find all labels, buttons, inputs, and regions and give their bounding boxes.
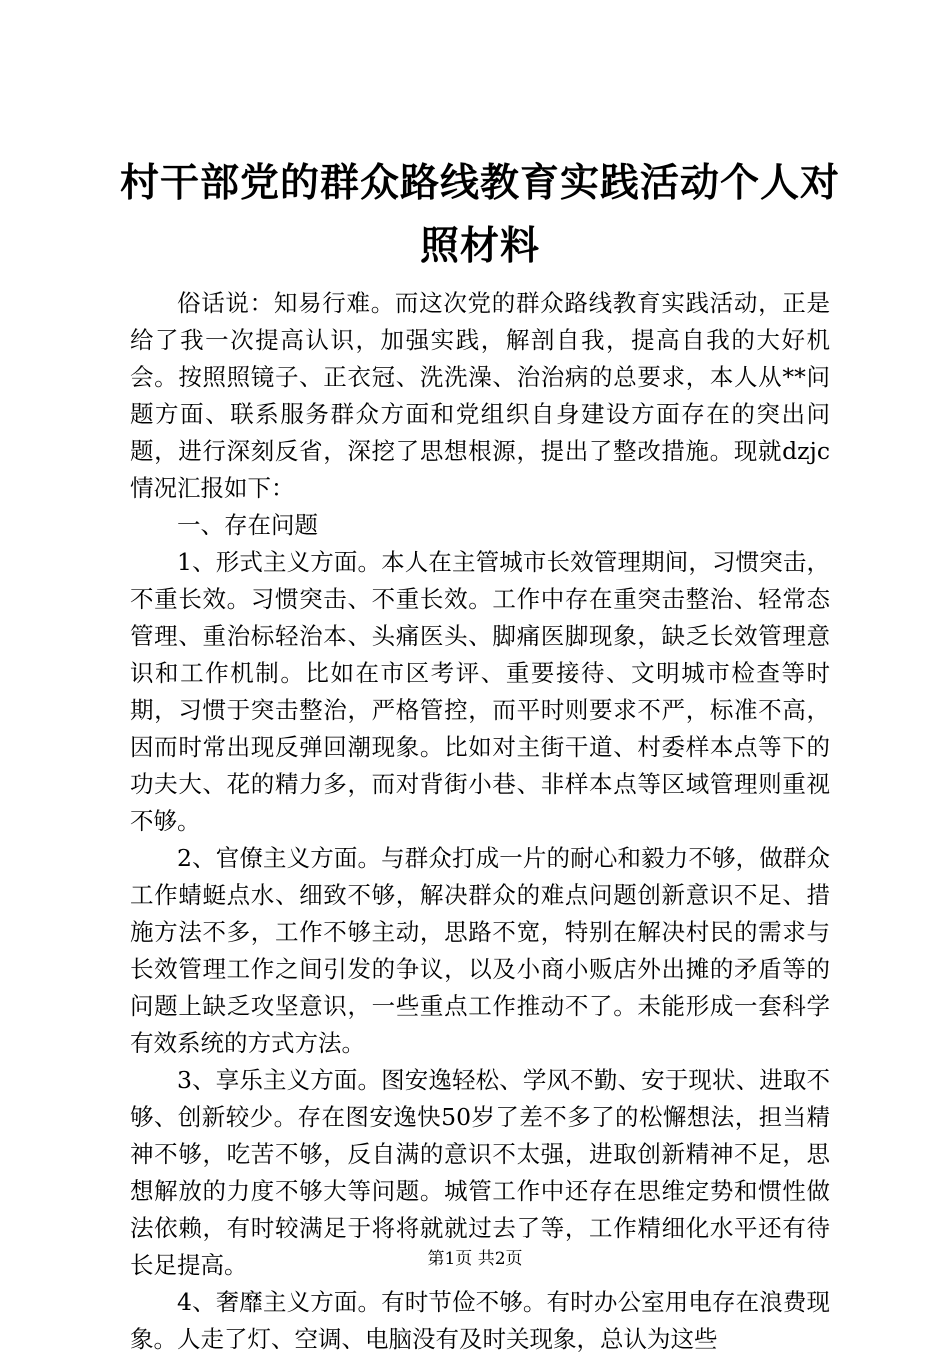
paragraph-formalism: 1、形式主义方面。本人在主管城市长效管理期间，习惯突击，不重长效。习惯突击、不重长效。工作中存在重突击整治、轻常态管理、重治标轻治本、头痛医头、脚痛医脚现象，缺乏长效管理意识和工作机制。比如在市区考评、重要接待、文明城市检查等时期，习惯于突击整治，严格管控，而平时则要求不严，标准不高，因而时常出现反弹回潮现象。比如对主街干道、村委样本点等下的功夫大、花的精力多，而对背街小巷、非样本点等区域管理则重视不够。 [130, 548, 830, 835]
page-footer: 第1页 共2页 [427, 1249, 523, 1269]
paragraph-intro: 俗话说：知易行难。而这次党的群众路线教育实践活动，正是给了我一次提高认识，加强实践，解剖自我，提高自我的大好机会。按照照镜子、正衣冠、洗洗澡、治治病的总要求，本人从**问题方面、联系服务群众方面和党组织自身建设方面存在的突出问题，进行深刻反省，深挖了思想根源，提出了整改措施。现就dzjc情况汇报如下： [130, 289, 830, 502]
document-body [130, 285, 830, 1358]
section-heading: 一、存在问题 [177, 511, 318, 539]
paragraph-bureaucracy: 2、官僚主义方面。与群众打成一片的耐心和毅力不够，做群众工作蜻蜓点水、细致不够，解决群众的难点问题创新意识不足、措施方法不多，工作不够主动，思路不宽，特别在解决村民的需求与长效管理工作之间引发的争议，以及小商小贩店外出摊的矛盾等的问题上缺乏攻坚意识，一些重点工作推动不了。未能形成一套科学有效系统的方式方法。 [130, 844, 830, 1057]
paragraph-extravagance: 4、奢靡主义方面。有时节俭不够。有时办公室用电存在浪费现象。人走了灯、空调、电脑没有及时关现象，总认为这些 [130, 1288, 830, 1353]
paragraph-hedonism: 3、享乐主义方面。图安逸轻松、学风不勤、安于现状、进取不够、创新较少。存在图安逸快50岁了差不多了的松懈想法，担当精神不够，吃苦不够，反自满的意识不太强，进取创新精神不足，思想解放的力度不够大等问题。城管工作中还存在思维定势和惯性做法依赖，有时较满足于将将就就过去了等，工作精细化水平还有待长足提高。 [130, 1066, 830, 1279]
document-title: 村干部党的群众路线教育实践活动个人对照材料 [120, 160, 841, 269]
